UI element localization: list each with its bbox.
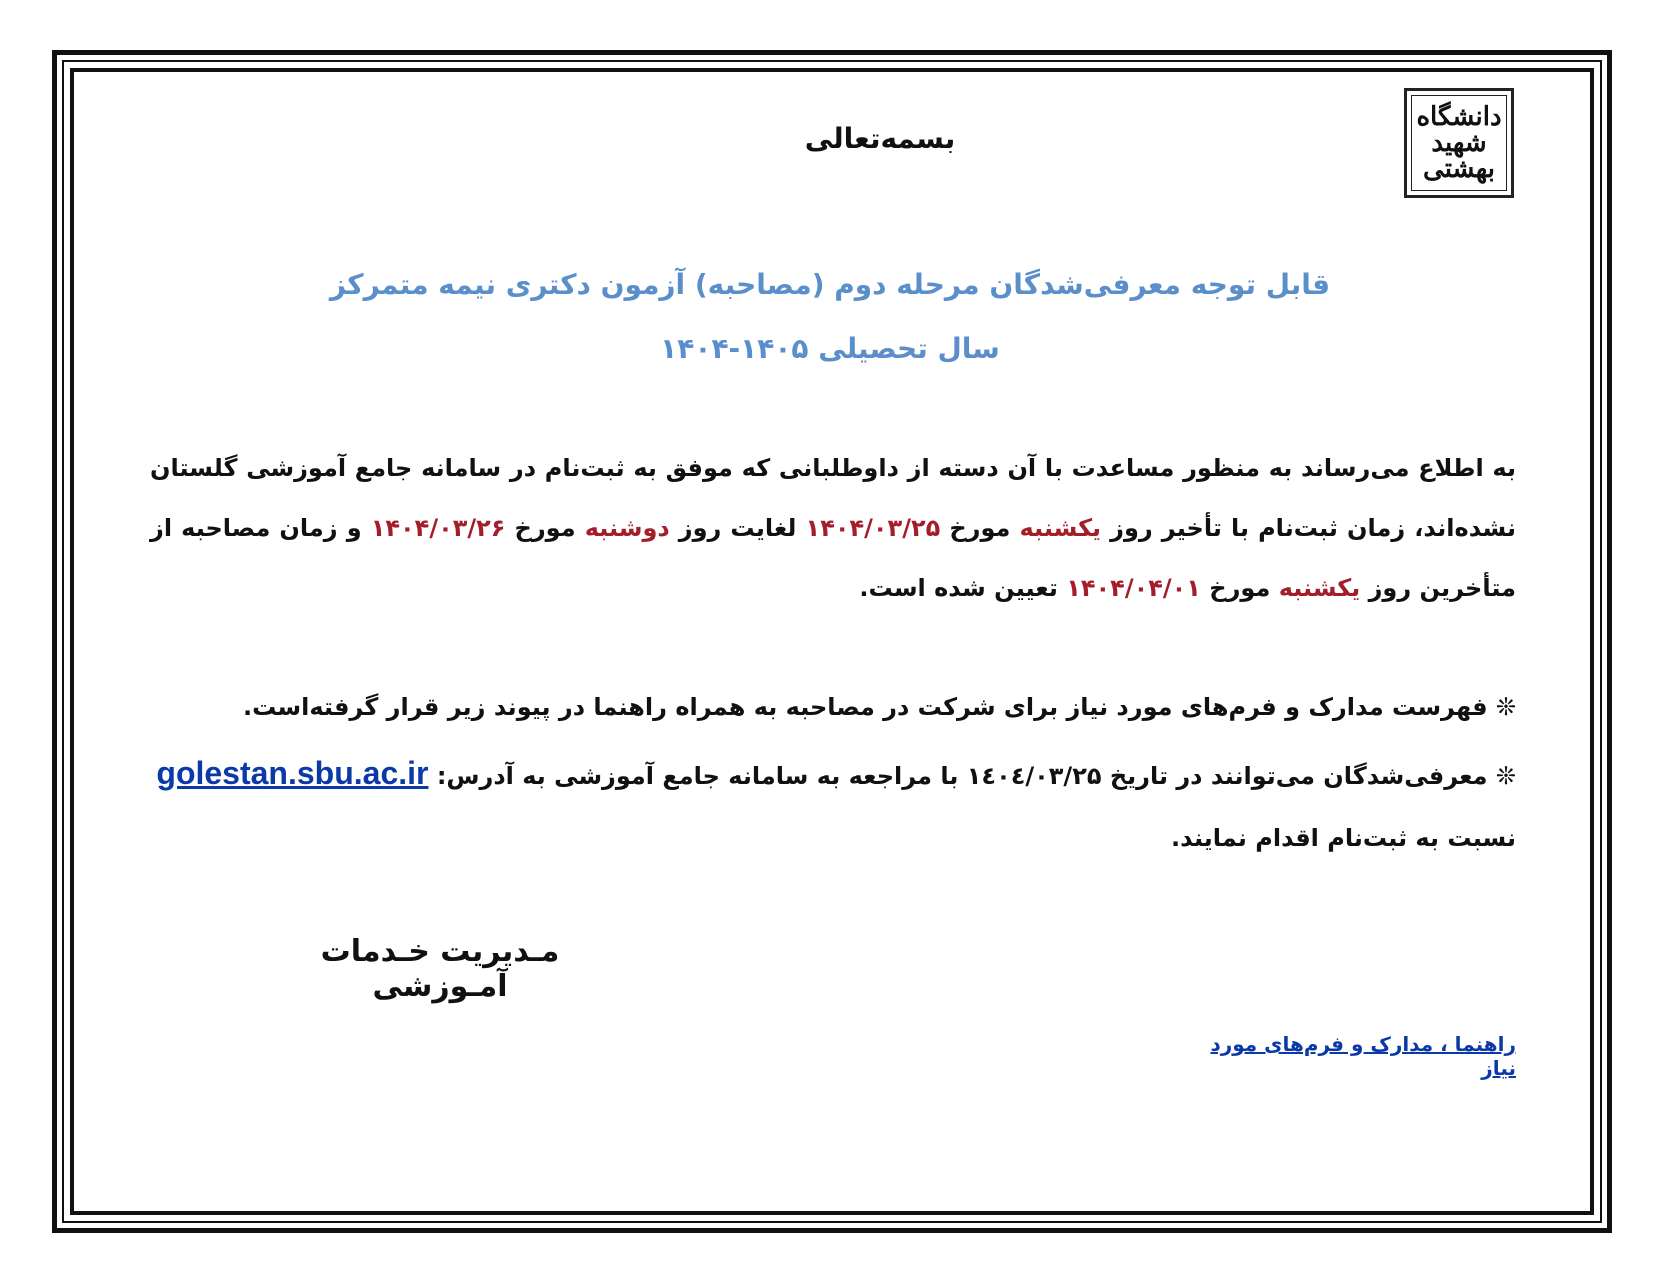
academic-year-title: سال تحصیلی ۱۴۰۵-۱۴۰۴ [660,332,1000,365]
logo-line-3: بهشتی [1423,154,1495,184]
paragraph-text-5: و زمان مصاحبه از متأخرین روز [150,514,1516,602]
bullet-registration-tail: نسبت به ثبت‌نام اقدام نمایند. [1171,824,1516,852]
signature-education-services: مـدیریت خـدمات آمـوزشی [320,934,560,1004]
highlight-day-sunday-2: یکشنبه [1278,574,1361,602]
paragraph-text-6: مورخ [1200,574,1279,602]
paragraph-text-4: مورخ [505,514,585,542]
logo-line-2: شهید [1431,128,1487,158]
highlight-day-sunday: یکشنبه [1019,514,1102,542]
logo-line-1: دانشگاه [1416,102,1502,132]
announcement-title: قابل توجه معرفی‌شدگان مرحله دوم (مصاحبه) آزمون دکتری نیمه متمرکز [329,268,1331,301]
announcement-paragraph [150,438,1516,618]
highlight-date-3: ۱۴۰۴/۰۴/۰۱ [1066,574,1201,602]
bullet-documents-list: ❊ فهرست مدارک و فرم‌های مورد نیاز برای شرکت در مصاحبه به همراه راهنما در پیوند زیر قرار گرفته‌است. [243,693,1516,721]
paragraph-text-7: تعیین شده است. [859,574,1067,602]
golestan-link[interactable]: golestan.sbu.ac.ir [156,755,429,791]
highlight-day-monday: دوشنبه [584,514,670,542]
basmala-heading: بسمه‌تعالی [804,122,956,155]
bullet-registration-text: ❊ معرفی‌شدگان می‌توانند در تاریخ ۱٤۰٤/۰۳/۲۵ با مراجعه به سامانه جامع آموزشی به آدرس: [428,762,1516,790]
paragraph-text-3: لغایت روز [669,514,806,542]
guide-documents-link[interactable]: راهنما ، مدارک و فرم‌های مورد نیاز [1210,1032,1516,1080]
highlight-date-2: ۱۴۰۴/۰۳/۲۶ [370,514,506,542]
paragraph-text-2: مورخ [940,514,1020,542]
highlight-date-1: ۱۴۰۴/۰۳/۲۵ [805,514,941,542]
university-logo [1404,88,1514,198]
university-logo-text [1411,95,1507,191]
bullet-registration [150,742,1516,869]
paragraph-text-1: به اطلاع می‌رساند به منظور مساعدت با آن دسته از داوطلبانی که موفق به ثبت‌نام در سامانه جامع آموزشی گلستان نشده‌اند، زمان ثبت‌نام با تأخیر روز [150,454,1516,542]
